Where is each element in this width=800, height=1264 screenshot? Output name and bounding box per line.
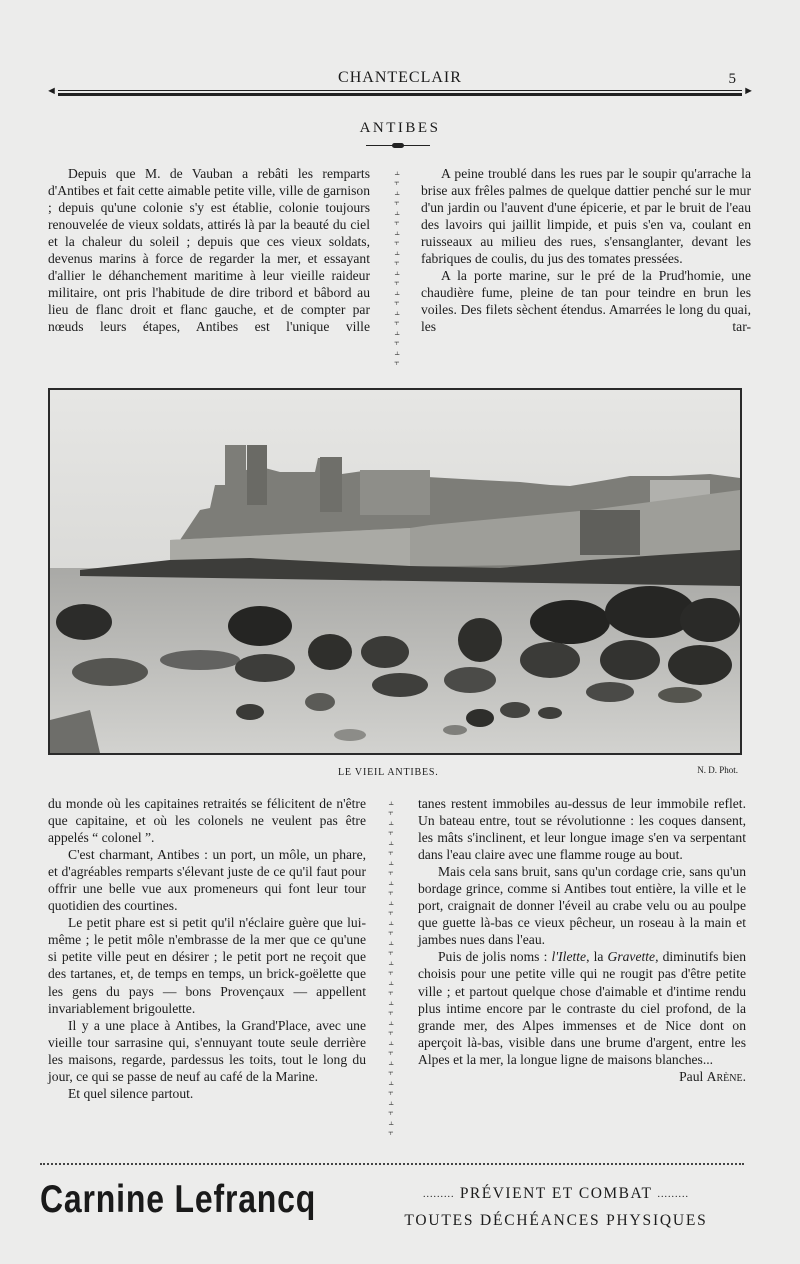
paragraph: Il y a une place à Antibes, la Grand'Place, avec une vieille tour sarrasine qui, s'ennuyant toute seule derrière les maisons, regarde, pardessus les toits, tout le long du jour, ce qui se passe de neuf au café de la Marine.: [48, 1017, 366, 1084]
article-title: ANTIBES: [359, 120, 441, 136]
place-name-gravette: Gravette: [607, 949, 656, 965]
magazine-title: CHANTECLAIR: [338, 69, 462, 86]
rule-ornament-right-icon: ►: [743, 85, 754, 97]
column-divider-top-icon: ⫠ ⫟ ⫠ ⫟ ⫠ ⫟ ⫠ ⫟ ⫠ ⫟ ⫠ ⫟ ⫠ ⫟ ⫠ ⫟ ⫠ ⫟ ⫠ ⫟: [394, 167, 400, 367]
paragraph: tanes restent immobiles au-dessus de leur immobile reflet. Un bateau entre, tout se révolutionne : les coques dansent, les mâts s'inclinent, et leur longue image s'en va serpentant dans l'eau claire avec une flamme rouge au bout.: [418, 796, 746, 863]
rule-ornament-left-icon: ◄: [46, 85, 57, 97]
paragraph: du monde où les capitaines retraités se félicitent de n'être que capitaine, et où les colonels ne veulent pas être appelés “ colonel ”.: [48, 796, 366, 846]
page-number: 5: [728, 71, 736, 87]
column-2: [421, 165, 751, 335]
photo-old-antibes: [48, 388, 742, 755]
paragraph: A la porte marine, sur le pré de la Prud'homie, une chaudière fume, pleine de tan pour teindre en brun les voiles. Des filets sèchent étendus. Amarrées le long du quai, les tar-: [421, 268, 751, 335]
place-name-ilette: l'Ilette: [551, 949, 587, 965]
column-1: [48, 165, 370, 335]
paragraph: Le petit phare est si petit qu'il n'éclaire guère que lui-même ; le petit môle n'embrasse de la mer que ce qu'une si petite ville peut en désirer ; le petit port ne reçoit que des tartanes, et, de temps en temps, un brick-goëlette que les gens du pays — bons Provençaux — appellent invariablement brigoulette.: [48, 915, 366, 1016]
column-divider-bottom-icon: ⫠ ⫟ ⫠ ⫟ ⫠ ⫟ ⫠ ⫟ ⫠ ⫟ ⫠ ⫟ ⫠ ⫟ ⫠ ⫟ ⫠ ⫟ ⫠ ⫟ ⫠ ⫟ ⫠ ⫟ ⫠ ⫟ ⫠ ⫟ ⫠ ⫟ ⫠ ⫟ ⫠ ⫟: [388, 797, 394, 1137]
paragraph: A peine troublé dans les rues par le soupir qu'arrache la brise aux frêles palmes de quelque dattier penché sur le mur d'un jardin ou l'auvent d'une épicerie, et par le bruit de l'eau des lavoirs qui jaillit limpide, et puis s'en va, coulant en ruisseaux au milieu des rues, s'ensanglanter, devant les fabriques de coulis, du jus des tomates pressées.: [421, 166, 751, 267]
paragraph: Depuis que M. de Vauban a rebâti les remparts d'Antibes et fait cette aimable petite ville, ville de garnison ; depuis qu'une colonie s'y est établie, colonie toujours renouvelée de vieux soldats, attirés là par la beauté du ciel et la chaleur du soleil ; depuis que ces vieux soldats, devenus marins à force de regarder la mer, et essayant d'allier le déhanchement maritime à leur vieille raideur militaire, ont pris l'habitude de dire tribord et bâbord au lieu de flanc droit et flanc gauche, et de compter par nœuds leurs étapes, Antibes est l'unique ville: [48, 166, 370, 335]
text-run: , la: [586, 949, 608, 965]
advert-line-2: TOUTES DÉCHÉANCES PHYSIQUES: [404, 1212, 708, 1229]
paragraph: [418, 948, 746, 1067]
column-3: [48, 795, 366, 1102]
advert-brand: Carnine Lefrancq: [40, 1178, 317, 1221]
advert-line-1-text: PRÉVIENT ET COMBAT: [459, 1185, 653, 1202]
paragraph: C'est charmant, Antibes : un port, un môle, un phare, et d'agréables remparts s'élevant juste de ce qu'il faut pour offrir une belle vue aux promeneurs qui font leur tour quotidien des courtines.: [48, 847, 366, 914]
column-4: [418, 795, 746, 1085]
text-run: Puis de jolis noms :: [438, 949, 552, 965]
author-signature: [418, 1068, 746, 1085]
title-ornament-icon: [366, 143, 430, 149]
paragraph: Et quel silence partout.: [68, 1085, 194, 1101]
paragraph: Mais cela sans bruit, sans qu'un cordage crie, sans qu'un bordage grince, comme si Antibes tout entière, la ville et le port, craignait de donner l'éveil au crabe velu ou au poulpe que guette là-bas ce vieux pêcheur, un roseau à la main et jambes nues dans l'eau.: [418, 864, 746, 948]
header-rule: [46, 85, 754, 97]
author-first-name: Paul: [679, 1068, 707, 1084]
photo-credit: N. D. Phot.: [697, 765, 738, 775]
advert-line-1: ......... PRÉVIENT ET COMBAT .........: [422, 1185, 690, 1202]
text-run: , diminutifs bien choisis pour une petite ville qui ne rougit pas d'être petite ville ; et partout quelque chose d'aimable et d'intime rendu plus intime encore par le contraste du ciel profond, de la grande mer, des Alpes immenses et de Nice dont on aperçoit là-bas, visible dans une brume d'argent, entre les Alpes et la mer, la longue ligne de maisons blanches...: [418, 949, 746, 1067]
advert-separator: [40, 1163, 744, 1165]
photo-caption: LE VIEIL ANTIBES.: [338, 767, 439, 778]
author-last-name: Arène.: [706, 1068, 746, 1084]
